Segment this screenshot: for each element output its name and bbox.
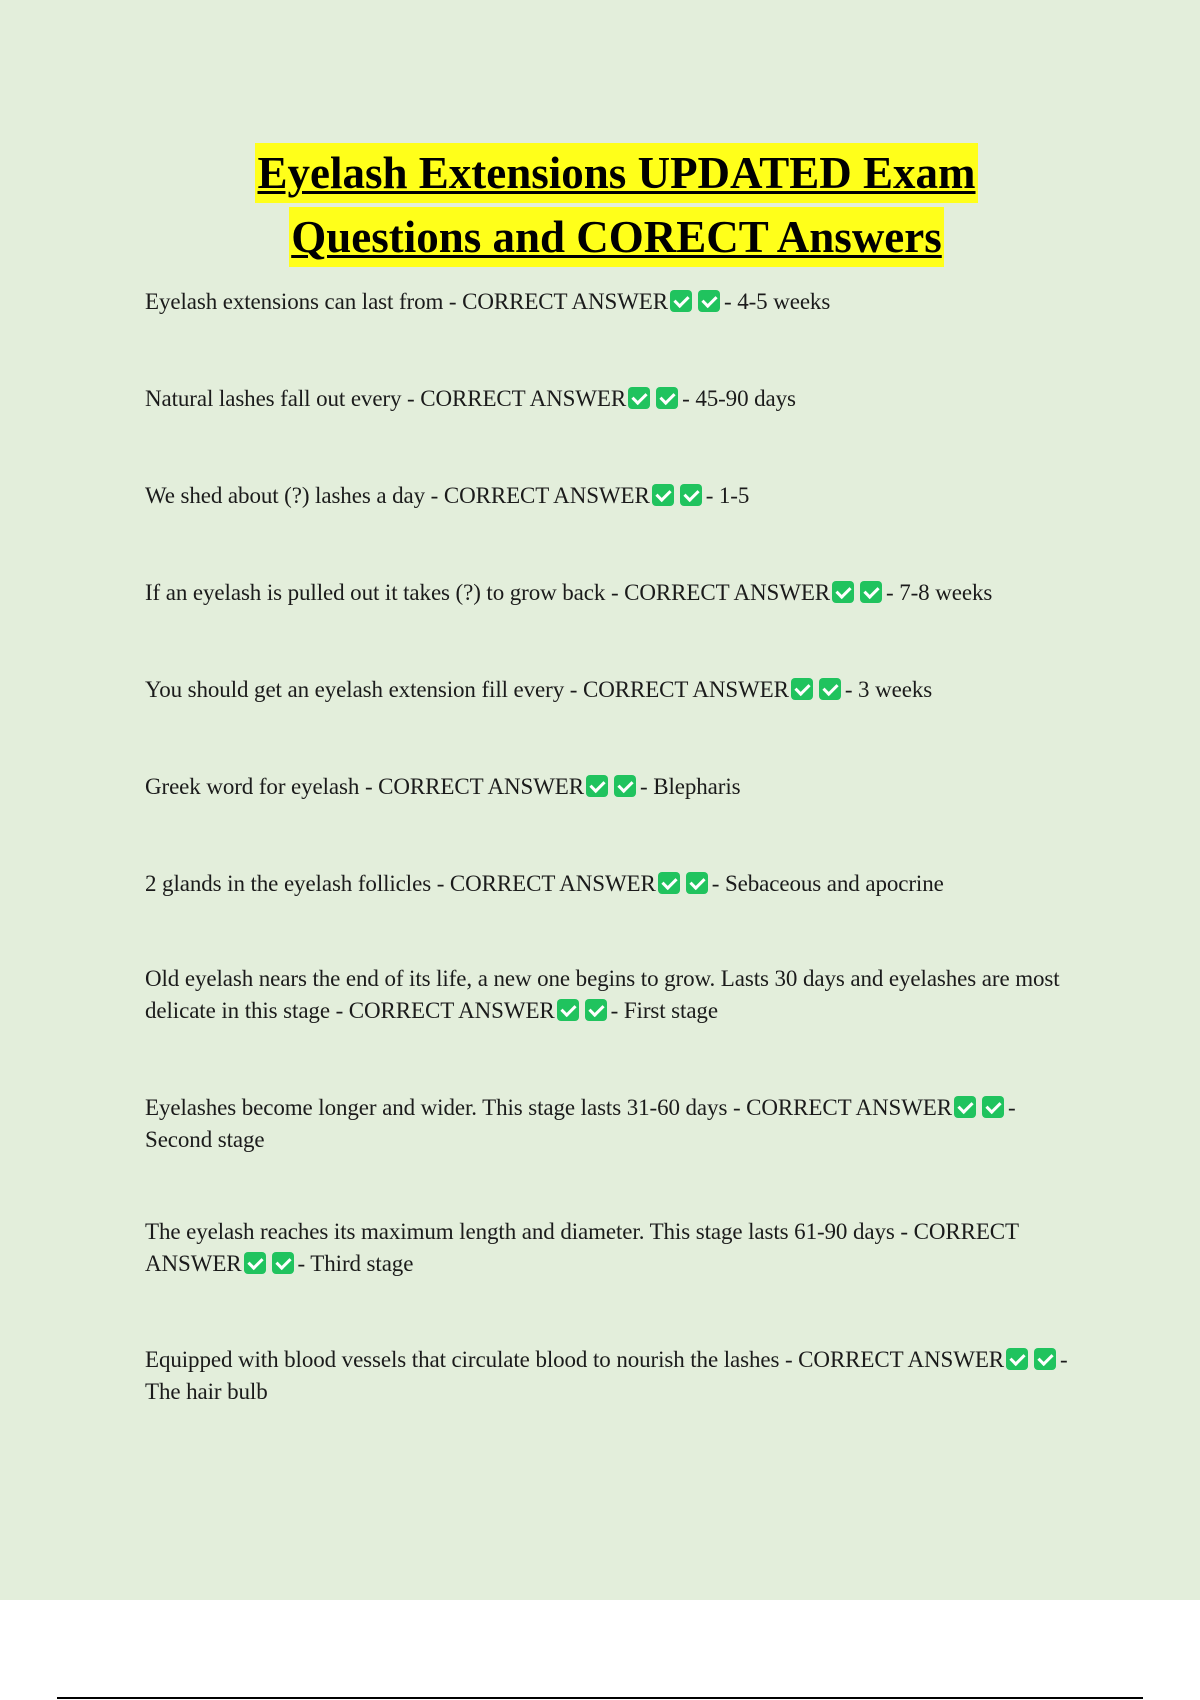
qa-item [145,383,1085,415]
check-mark-icon [557,999,579,1021]
question-text: Equipped with blood vessels that circulate blood to nourish the lashes - CORRECT ANSWER [145,1347,1005,1372]
question-text: 2 glands in the eyelash follicles - CORRECT ANSWER [145,871,656,896]
qa-item [145,1344,1085,1408]
answer-text: - 3 weeks [844,677,933,702]
qa-item [145,1092,1085,1156]
qa-item [145,963,1085,1027]
answer-text: - Second stage [145,1095,1016,1152]
answer-text: - The hair bulb [145,1347,1068,1404]
answer-text: - 4-5 weeks [723,289,831,314]
check-mark-icon [656,387,678,409]
check-mark-icon [628,387,650,409]
question-text: Natural lashes fall out every - CORRECT ANSWER [145,386,627,411]
check-mark-icon [1006,1348,1028,1370]
title-row-2 [0,207,1200,271]
check-mark-icon [982,1096,1004,1118]
question-text: Old eyelash nears the end of its life, a new one begins to grow. Lasts 30 days and eyelashes are most delicate in this stage - CORRECT ANSWER [145,966,1060,1023]
check-mark-icon [585,999,607,1021]
check-mark-icon [819,678,841,700]
question-text: The eyelash reaches its maximum length and diameter. This stage lasts 61-90 days - CORRECT ANSWER [145,1219,1019,1276]
check-mark-icon [791,678,813,700]
question-text: We shed about (?) lashes a day - CORRECT ANSWER [145,483,650,508]
qa-item [145,577,1085,609]
check-mark-icon [670,290,692,312]
title-line-1: Eyelash Extensions UPDATED Exam [255,143,977,203]
check-mark-icon [1034,1348,1056,1370]
answer-text: - First stage [610,998,718,1023]
title-row-1 [0,143,1200,207]
question-text: Eyelash extensions can last from - CORRECT ANSWER [145,289,668,314]
answer-text: - Third stage [297,1251,414,1276]
question-text: If an eyelash is pulled out it takes (?) to grow back - CORRECT ANSWER [145,580,831,605]
question-text: You should get an eyelash extension fill every - CORRECT ANSWER [145,677,789,702]
check-mark-icon [652,484,674,506]
check-mark-icon [658,872,680,894]
qa-item [145,1216,1085,1280]
document-title [0,143,1200,271]
title-line-2: Questions and CORECT Answers [289,207,944,267]
page-divider [57,1697,1143,1699]
answer-text: - 45-90 days [682,386,796,411]
answer-text: - Sebaceous and apocrine [711,871,944,896]
check-mark-icon [244,1252,266,1274]
answer-text: - 7-8 weeks [886,580,993,605]
check-mark-icon [272,1252,294,1274]
answer-text: - 1-5 [705,483,750,508]
answer-text: - Blepharis [640,774,741,799]
check-mark-icon [586,775,608,797]
question-text: Greek word for eyelash - CORRECT ANSWER [145,774,584,799]
qa-item [145,674,1085,706]
qa-item [145,868,1085,900]
check-mark-icon [860,581,882,603]
check-mark-icon [686,872,708,894]
check-mark-icon [954,1096,976,1118]
check-mark-icon [832,581,854,603]
qa-item [145,771,1085,803]
qa-item [145,480,1085,512]
qa-item [145,286,1085,318]
check-mark-icon [680,484,702,506]
check-mark-icon [614,775,636,797]
check-mark-icon [698,290,720,312]
question-text: Eyelashes become longer and wider. This stage lasts 31-60 days - CORRECT ANSWER [145,1095,952,1120]
